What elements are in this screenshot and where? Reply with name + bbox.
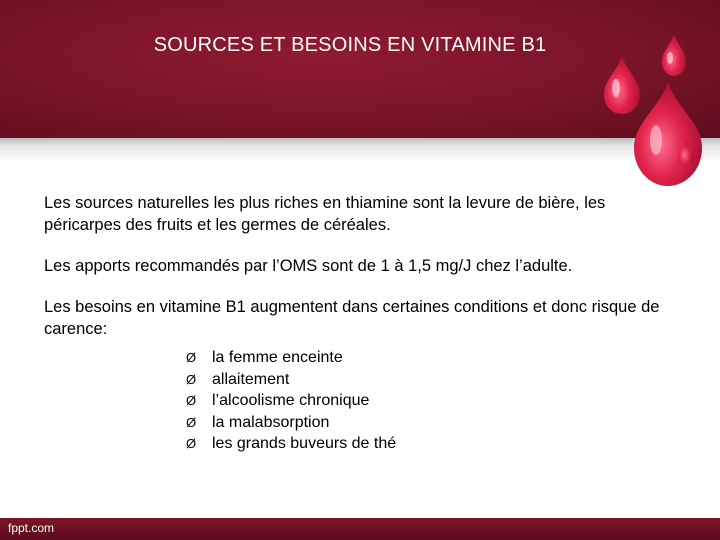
arrow-bullet-icon: Ø bbox=[186, 436, 197, 452]
list-item-label: les grands buveurs de thé bbox=[212, 435, 397, 453]
list-item bbox=[186, 390, 664, 412]
slide-title: SOURCES ET BESOINS EN VITAMINE B1 bbox=[153, 34, 547, 56]
list-item-label: l’alcoolisme chronique bbox=[212, 392, 370, 410]
arrow-bullet-icon: Ø bbox=[186, 371, 197, 387]
small-drop-icon bbox=[662, 34, 686, 76]
arrow-bullet-icon: Ø bbox=[186, 393, 197, 409]
large-drop-icon bbox=[634, 82, 702, 186]
paragraph-besoins: Les besoins en vitamine B1 augmentent dans certaines conditions et donc risque de carence: bbox=[44, 298, 660, 338]
footer-bar bbox=[0, 518, 720, 540]
list-item bbox=[186, 433, 664, 455]
footer-brand: fppt.com bbox=[8, 521, 55, 535]
list-item bbox=[186, 347, 664, 369]
paragraph-sources: Les sources naturelles les plus riches en thiamine sont la levure de bière, les péricarpes des fruits et les germes de céréales. bbox=[44, 194, 606, 234]
list-item-label: la malabsorption bbox=[212, 413, 330, 431]
list-item bbox=[186, 412, 664, 434]
arrow-bullet-icon: Ø bbox=[186, 414, 197, 430]
droplets-icon bbox=[590, 22, 710, 192]
arrow-bullet-icon: Ø bbox=[186, 350, 197, 365]
risk-list bbox=[186, 347, 664, 455]
paragraph-apports: Les apports recommandés par l’OMS sont de 1 à 1,5 mg/J chez l’adulte. bbox=[44, 257, 573, 275]
list-item-label: allaitement bbox=[212, 370, 290, 388]
list-item-label: la femme enceinte bbox=[212, 349, 343, 366]
list-item bbox=[186, 369, 664, 391]
slide-body bbox=[44, 192, 664, 455]
medium-drop-icon bbox=[604, 56, 640, 114]
